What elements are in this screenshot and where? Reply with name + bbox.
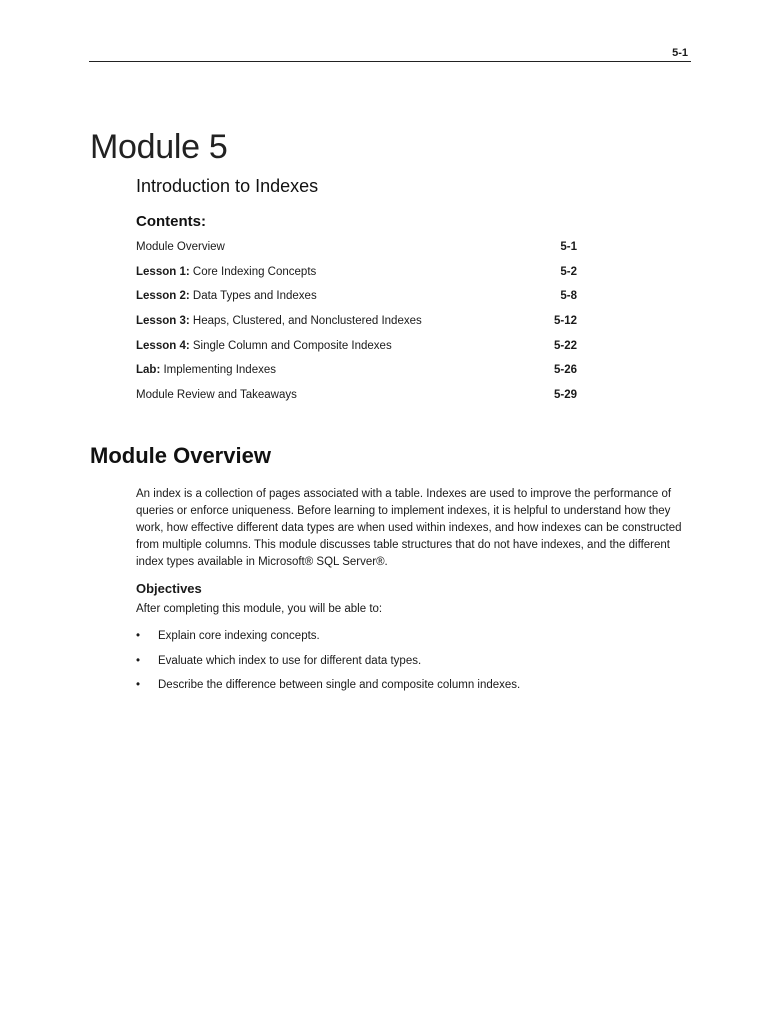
toc-entry-page: 5-1 — [560, 241, 577, 253]
bullet-icon: • — [136, 654, 141, 667]
list-item — [136, 653, 696, 678]
toc-entry-label-text: Module Overview — [136, 241, 225, 253]
module-subtitle: Introduction to Indexes — [136, 176, 319, 196]
toc-entry-label — [136, 241, 225, 253]
page-number: 5-1 — [672, 47, 688, 59]
toc-entry-label — [136, 266, 316, 278]
toc-entry-lab[interactable] — [136, 361, 577, 386]
objectives-list — [136, 628, 696, 702]
section-title-module-overview: Module Overview — [90, 443, 271, 468]
toc-entry-label-text: Single Column and Composite Indexes — [189, 339, 392, 352]
toc-entry-prefix: Lesson 2: — [136, 290, 190, 303]
toc-entry-label — [136, 364, 276, 376]
toc-entry-prefix: Lesson 1: — [136, 265, 190, 278]
toc-entry-page: 5-26 — [553, 364, 577, 377]
toc-entry-module-review[interactable] — [136, 386, 577, 411]
toc-entry-label — [136, 340, 392, 352]
toc-entry-prefix: Lab: — [136, 364, 161, 377]
toc-entry-label — [136, 315, 422, 327]
objectives-intro: After completing this module, you will be able to: — [136, 603, 383, 615]
objective-text: Describe the difference between single and composite column indexes. — [158, 679, 521, 691]
toc-entry-label — [136, 290, 317, 302]
toc-entry-label-text: Implementing Indexes — [160, 364, 276, 377]
objective-text: Evaluate which index to use for different data types. — [158, 654, 422, 667]
toc-entry-label-text: Heaps, Clustered, and Nonclustered Indexes — [189, 315, 422, 328]
table-of-contents — [136, 238, 577, 411]
contents-heading: Contents: — [136, 213, 206, 230]
bullet-icon: • — [136, 679, 141, 691]
toc-entry-label-text: Data Types and Indexes — [189, 290, 317, 303]
list-item — [136, 628, 696, 653]
toc-entry-label — [136, 389, 297, 401]
objective-text: Explain core indexing concepts. — [158, 630, 320, 642]
toc-entry-prefix: Lesson 3: — [136, 315, 190, 328]
objectives-heading: Objectives — [136, 581, 202, 596]
toc-entry-module-overview[interactable] — [136, 238, 577, 263]
toc-entry-page: 5-12 — [553, 315, 577, 328]
overview-paragraph: An index is a collection of pages associated with a table. Indexes are used to improve the performance of queries or enforce uniqueness. Before learning to implement indexes, it is helpful to understand how they work, how effective different data types are when used within indexes, and how indexes can be constructed from multiple columns. This module discusses table structures that do not have indexes, and the different index types available in Microsoft® SQL Server®. — [136, 488, 682, 568]
toc-entry-prefix: Lesson 4: — [136, 339, 190, 352]
toc-entry-label-text: Module Review and Takeaways — [136, 389, 297, 402]
toc-entry-page: 5-8 — [560, 290, 577, 303]
toc-entry-page: 5-29 — [553, 389, 577, 402]
toc-entry-label-text: Core Indexing Concepts — [189, 265, 317, 278]
toc-entry-lesson-2[interactable] — [136, 287, 577, 312]
toc-entry-page: 5-2 — [560, 265, 577, 278]
module-title: Module 5 — [90, 128, 228, 166]
header-rule — [89, 61, 691, 62]
toc-entry-lesson-3[interactable] — [136, 312, 577, 337]
bullet-icon: • — [136, 630, 141, 642]
toc-entry-page: 5-22 — [553, 339, 577, 352]
list-item — [136, 677, 696, 702]
toc-entry-lesson-1[interactable] — [136, 263, 577, 288]
toc-entry-lesson-4[interactable] — [136, 337, 577, 362]
